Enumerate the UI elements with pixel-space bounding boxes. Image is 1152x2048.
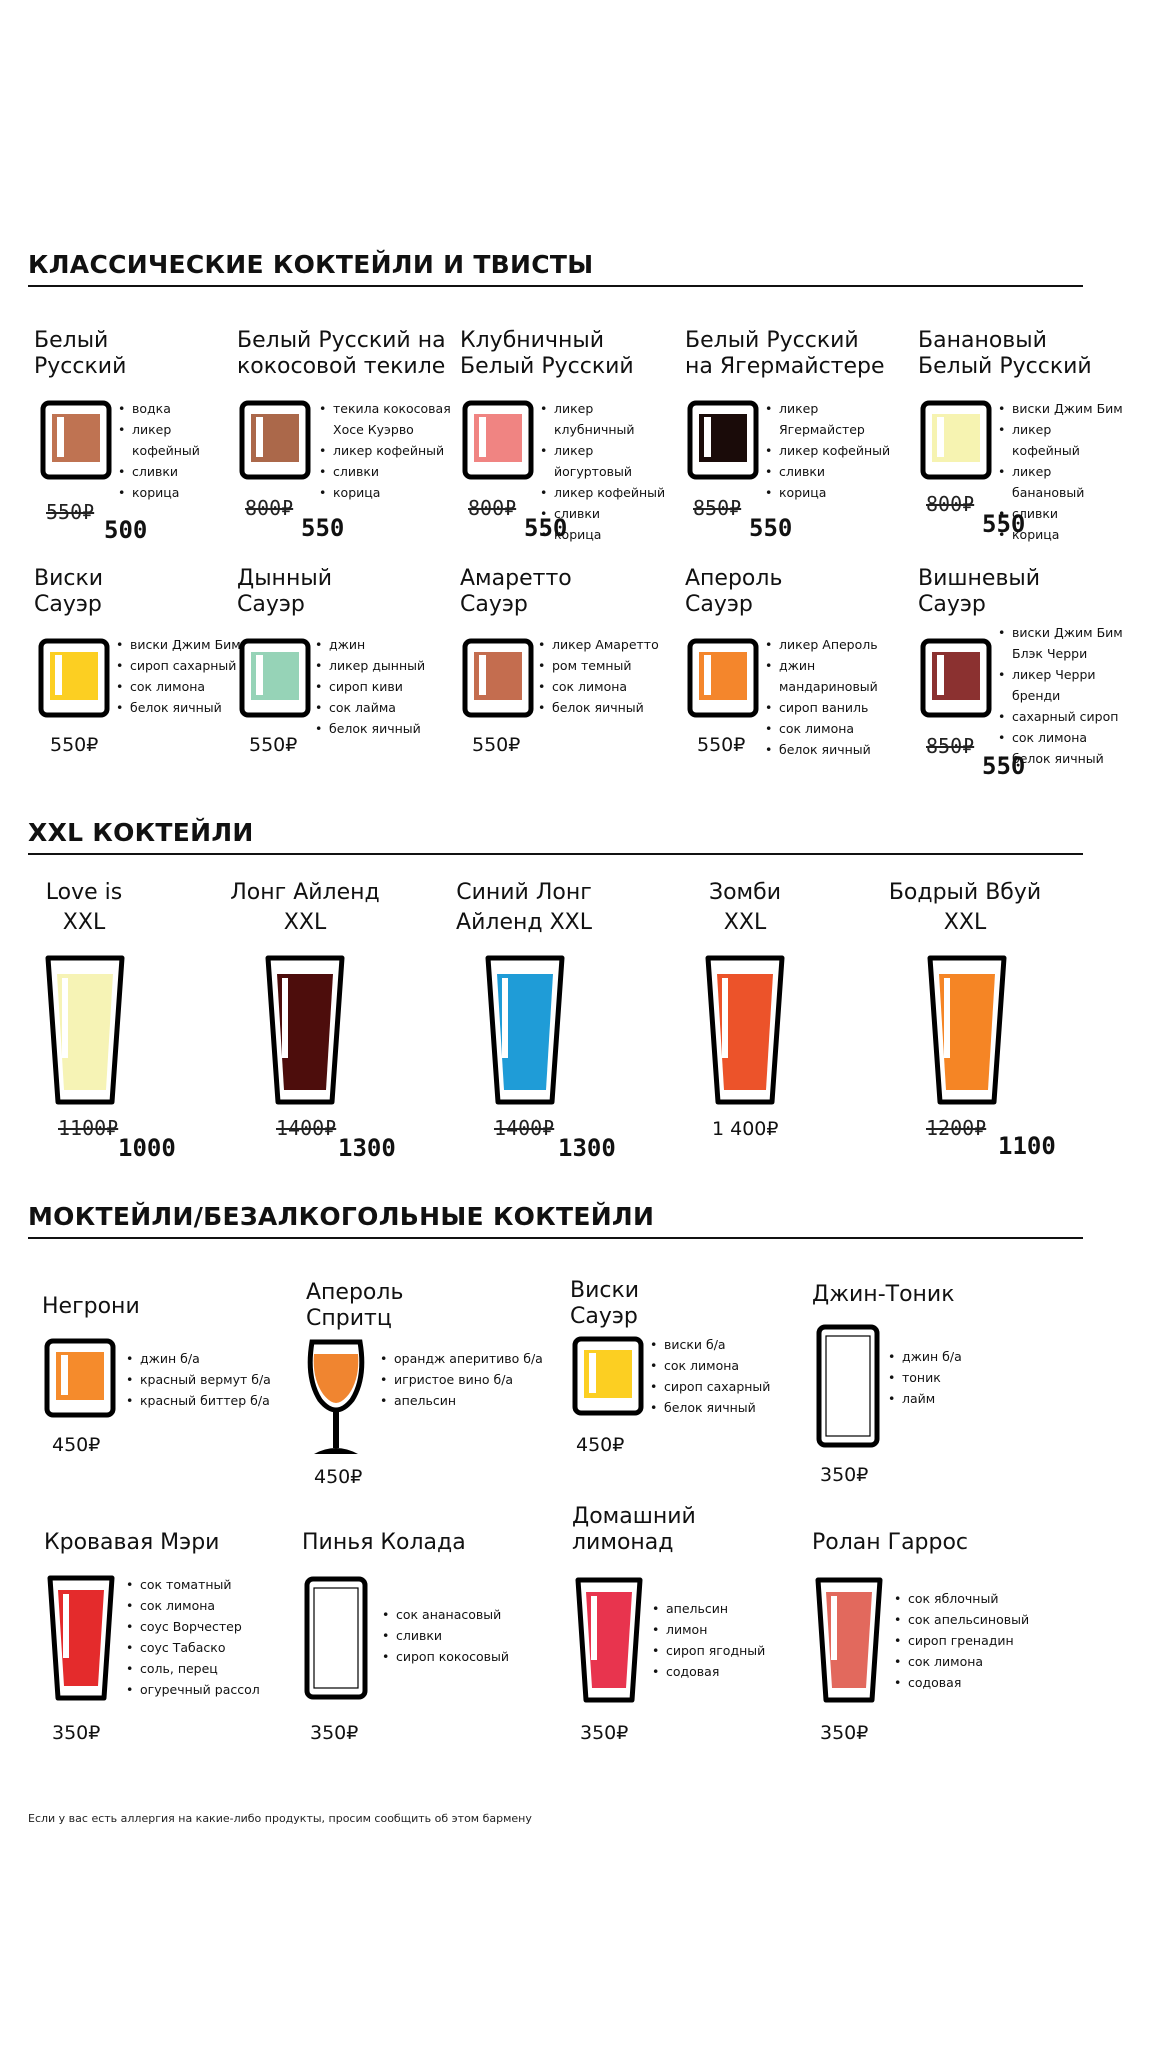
ingredient: • игристое вино б/а <box>380 1369 570 1390</box>
ingredient: • сок лимона <box>765 718 910 739</box>
ingredient: • ликер кофейный <box>540 482 675 503</box>
ingredient: • ликер Ягермайстер <box>765 398 900 440</box>
drink-bodry-vbuy-xxl <box>880 878 1060 1168</box>
highball-glass-icon <box>816 1324 880 1448</box>
ingredient: • белок яичный <box>116 697 241 718</box>
ingredient: • сок лимона <box>998 727 1143 748</box>
tall-glass-icon <box>926 954 1008 1106</box>
ingredient: • сахарный сироп <box>998 706 1143 727</box>
drink-name: Негрони <box>42 1294 140 1319</box>
ingredient: • сливки <box>540 503 675 524</box>
ingredient: • ликер кофейный <box>319 440 454 461</box>
rocks-glass-icon <box>239 638 311 718</box>
ingredient: • текила кокосовая Хосе Куэрво <box>319 398 454 440</box>
drink-name: Апероль Сауэр <box>685 566 783 617</box>
ingredient: • белок яичный <box>650 1397 800 1418</box>
rocks-glass-icon <box>462 638 534 718</box>
drink-pina-colada-na <box>302 1530 532 1760</box>
tall-glass-icon <box>264 954 346 1106</box>
ingredient: • ликер кофейный <box>765 440 900 461</box>
section-title-mocktails: МОКТЕЙЛИ/БЕЗАЛКОГОЛЬНЫЕ КОКТЕЙЛИ <box>28 1202 1083 1239</box>
ingredient: • сироп киви <box>315 676 450 697</box>
ingredient: • сок лимона <box>650 1355 800 1376</box>
rocks-glass-icon <box>462 400 534 480</box>
old-price: 850₽ <box>926 734 975 758</box>
drink-name: Банановый Белый Русский <box>918 328 1092 379</box>
drink-aperol-spritz-na <box>306 1280 566 1500</box>
ingredient: • виски б/а <box>650 1334 800 1355</box>
new-price: 1000 <box>118 1134 176 1162</box>
ingredient: • ликер кофейный <box>998 419 1123 461</box>
rocks-glass-icon <box>572 1336 644 1416</box>
tall-glass-icon <box>814 1576 884 1704</box>
ingredient: • джин б/а <box>888 1346 1008 1367</box>
ingredient: • ликер Черри бренди <box>998 664 1143 706</box>
tall-glass-icon <box>704 954 786 1106</box>
drink-negroni-na <box>42 1294 292 1464</box>
rocks-glass-icon <box>920 638 992 718</box>
drink-melon-sour <box>237 566 452 786</box>
price: 350₽ <box>580 1722 629 1744</box>
drink-aperol-sour <box>685 566 910 786</box>
drink-amaretto-sour <box>460 566 675 786</box>
price: 350₽ <box>310 1722 359 1744</box>
rocks-glass-icon <box>239 400 311 480</box>
ingredient: • красный вермут б/а <box>126 1369 296 1390</box>
new-price: 550 <box>301 514 345 542</box>
ingredient: • содовая <box>894 1672 1044 1693</box>
rocks-glass-icon <box>38 638 110 718</box>
drink-love-is-xxl <box>24 878 184 1168</box>
drink-cherry-sour <box>918 566 1143 791</box>
price: 550₽ <box>50 734 99 756</box>
ingredient: • сок лимона <box>894 1651 1044 1672</box>
price: 550₽ <box>249 734 298 756</box>
ingredient: • тоник <box>888 1367 1008 1388</box>
price: 550₽ <box>472 734 521 756</box>
old-price: 1100₽ <box>58 1116 119 1140</box>
new-price: 550 <box>749 514 793 542</box>
wine-glass-icon <box>306 1338 366 1458</box>
drink-name: Домашний лимонад <box>572 1504 696 1555</box>
drink-jagermeister-white-russian <box>685 328 910 548</box>
section-title-xxl: XXL КОКТЕЙЛИ <box>28 818 1083 855</box>
price: 450₽ <box>52 1434 101 1456</box>
ingredient: • белок яичный <box>765 739 910 760</box>
ingredient: • апельсин <box>380 1390 570 1411</box>
ingredient: • сливки <box>765 461 900 482</box>
drink-name: Лонг Айленд XXL <box>230 880 380 935</box>
old-price: 550₽ <box>46 500 95 524</box>
new-price: 550 <box>982 752 1026 780</box>
rocks-glass-icon <box>687 638 759 718</box>
ingredient: • корица <box>118 482 238 503</box>
ingredient: • корица <box>319 482 454 503</box>
ingredient: • сироп ягодный <box>652 1640 782 1661</box>
tall-glass-icon <box>484 954 566 1106</box>
old-price: 1400₽ <box>276 1116 337 1140</box>
ingredient: • джин б/а <box>126 1348 296 1369</box>
ingredient: • корица <box>540 524 675 545</box>
price: 550₽ <box>697 734 746 756</box>
ingredient: • ликер Амаретто <box>538 634 673 655</box>
ingredient: • лайм <box>888 1388 1008 1409</box>
ingredient: • джин мандариновый <box>765 655 910 697</box>
ingredient: • сок ананасовый <box>382 1604 532 1625</box>
ingredient: • ликер клубничный <box>540 398 675 440</box>
drink-blue-long-island-xxl <box>444 878 624 1168</box>
ingredient: • огуречный рассол <box>126 1679 296 1700</box>
ingredient: • виски Джим Бим <box>998 398 1123 419</box>
ingredient: • ликер йогуртовый <box>540 440 675 482</box>
ingredient: • ликер дынный <box>315 655 450 676</box>
rocks-glass-icon <box>920 400 992 480</box>
ingredient: • орандж аперитиво б/а <box>380 1348 570 1369</box>
rocks-glass-icon <box>40 400 112 480</box>
price: 1 400₽ <box>712 1118 779 1140</box>
new-price: 550 <box>982 510 1026 538</box>
tall-glass-icon <box>574 1576 644 1704</box>
drink-whiskey-sour <box>34 566 241 786</box>
price: 450₽ <box>314 1466 363 1488</box>
price: 450₽ <box>576 1434 625 1456</box>
drink-name: Зомби XXL <box>708 880 782 935</box>
drink-name: Белый Русский <box>34 328 127 379</box>
drink-name: Белый Русский на кокосовой текиле <box>237 328 446 379</box>
highball-glass-icon <box>304 1576 368 1700</box>
rocks-glass-icon <box>44 1338 116 1418</box>
ingredient: • джин <box>315 634 450 655</box>
old-price: 800₽ <box>926 492 975 516</box>
drink-name: Вишневый Сауэр <box>918 566 1041 617</box>
ingredient: • лимон <box>652 1619 782 1640</box>
drink-white-russian-coconut-tequila <box>237 328 452 548</box>
ingredient: • ликер Апероль <box>765 634 910 655</box>
drink-bloody-mary-na <box>44 1530 294 1760</box>
drink-banana-white-russian <box>918 328 1123 548</box>
ingredient: • соль, перец <box>126 1658 296 1679</box>
drink-name: Кровавая Мэри <box>44 1530 220 1555</box>
ingredient: • сироп сахарный <box>116 655 241 676</box>
ingredient: • сироп сахарный <box>650 1376 800 1397</box>
ingredient: • сок яблочный <box>894 1588 1044 1609</box>
ingredient: • содовая <box>652 1661 782 1682</box>
ingredient: • корица <box>998 524 1123 545</box>
old-price: 800₽ <box>468 496 517 520</box>
drink-name: Амаретто Сауэр <box>460 566 572 617</box>
drink-whiskey-sour-na <box>570 1278 800 1468</box>
ingredient: • соус Табаско <box>126 1637 296 1658</box>
old-price: 800₽ <box>245 496 294 520</box>
ingredient: • сок апельсиновый <box>894 1609 1044 1630</box>
ingredient: • сироп гренадин <box>894 1630 1044 1651</box>
section-title-classic: КЛАССИЧЕСКИЕ КОКТЕЙЛИ И ТВИСТЫ <box>28 250 1083 287</box>
drink-name: Виски Сауэр <box>34 566 104 617</box>
ingredient: • ликер банановый <box>998 461 1123 503</box>
allergy-note: Если у вас есть аллергия на какие-либо продукты, просим сообщить об этом бармену <box>28 1812 532 1825</box>
ingredient: • корица <box>765 482 900 503</box>
ingredient: • сок лимона <box>116 676 241 697</box>
ingredient: • виски Джим Бим Блэк Черри <box>998 622 1143 664</box>
ingredient: • сливки <box>118 461 238 482</box>
rocks-glass-icon <box>687 400 759 480</box>
new-price: 1300 <box>338 1134 396 1162</box>
drink-name: Бодрый Вбуй XXL <box>888 880 1042 935</box>
new-price: 1300 <box>558 1134 616 1162</box>
drink-name: Клубничный Белый Русский <box>460 328 634 379</box>
new-price: 550 <box>524 514 568 542</box>
drink-strawberry-white-russian <box>460 328 675 548</box>
ingredient: • белок яичный <box>998 748 1143 769</box>
drink-name: Джин-Тоник <box>812 1282 955 1307</box>
ingredient: • соус Ворчестер <box>126 1616 296 1637</box>
ingredient: • апельсин <box>652 1598 782 1619</box>
drink-name: Белый Русский на Ягермайстере <box>685 328 885 379</box>
price: 350₽ <box>52 1722 101 1744</box>
drink-homemade-lemonade <box>572 1504 792 1764</box>
new-price: 500 <box>104 516 148 544</box>
old-price: 1400₽ <box>494 1116 555 1140</box>
ingredient: • ром темный <box>538 655 673 676</box>
drink-name: Ролан Гаррос <box>812 1530 969 1555</box>
ingredient: • водка <box>118 398 238 419</box>
drink-zombie-xxl <box>680 878 820 1168</box>
drink-white-russian <box>34 328 234 548</box>
ingredient: • сок лимона <box>538 676 673 697</box>
ingredient: • сироп кокосовый <box>382 1646 532 1667</box>
ingredient: • сок лимона <box>126 1595 296 1616</box>
ingredient: • ликер кофейный <box>118 419 238 461</box>
ingredient: • сливки <box>319 461 454 482</box>
ingredient: • белок яичный <box>315 718 450 739</box>
drink-name: Love is XXL <box>45 880 123 935</box>
old-price: 1200₽ <box>926 1116 987 1140</box>
drink-gin-tonic-na <box>812 1282 1032 1502</box>
new-price: 1100 <box>998 1132 1056 1160</box>
tall-glass-icon <box>46 1574 116 1702</box>
tall-glass-icon <box>44 954 126 1106</box>
ingredient: • сироп ваниль <box>765 697 910 718</box>
drink-name: Апероль Спритц <box>306 1280 404 1331</box>
price: 350₽ <box>820 1722 869 1744</box>
ingredient: • сок лайма <box>315 697 450 718</box>
drink-roland-garros <box>812 1530 1052 1760</box>
old-price: 850₽ <box>693 496 742 520</box>
drink-name: Синий Лонг Айленд XXL <box>456 880 592 935</box>
drink-long-island-xxl <box>220 878 400 1168</box>
ingredient: • сливки <box>998 503 1123 524</box>
drink-name: Виски Сауэр <box>570 1278 640 1329</box>
ingredient: • сливки <box>382 1625 532 1646</box>
ingredient: • красный биттер б/а <box>126 1390 296 1411</box>
ingredient: • виски Джим Бим <box>116 634 241 655</box>
drink-name: Пинья Колада <box>302 1530 466 1555</box>
ingredient: • сок томатный <box>126 1574 296 1595</box>
price: 350₽ <box>820 1464 869 1486</box>
drink-name: Дынный Сауэр <box>237 566 332 617</box>
ingredient: • белок яичный <box>538 697 673 718</box>
